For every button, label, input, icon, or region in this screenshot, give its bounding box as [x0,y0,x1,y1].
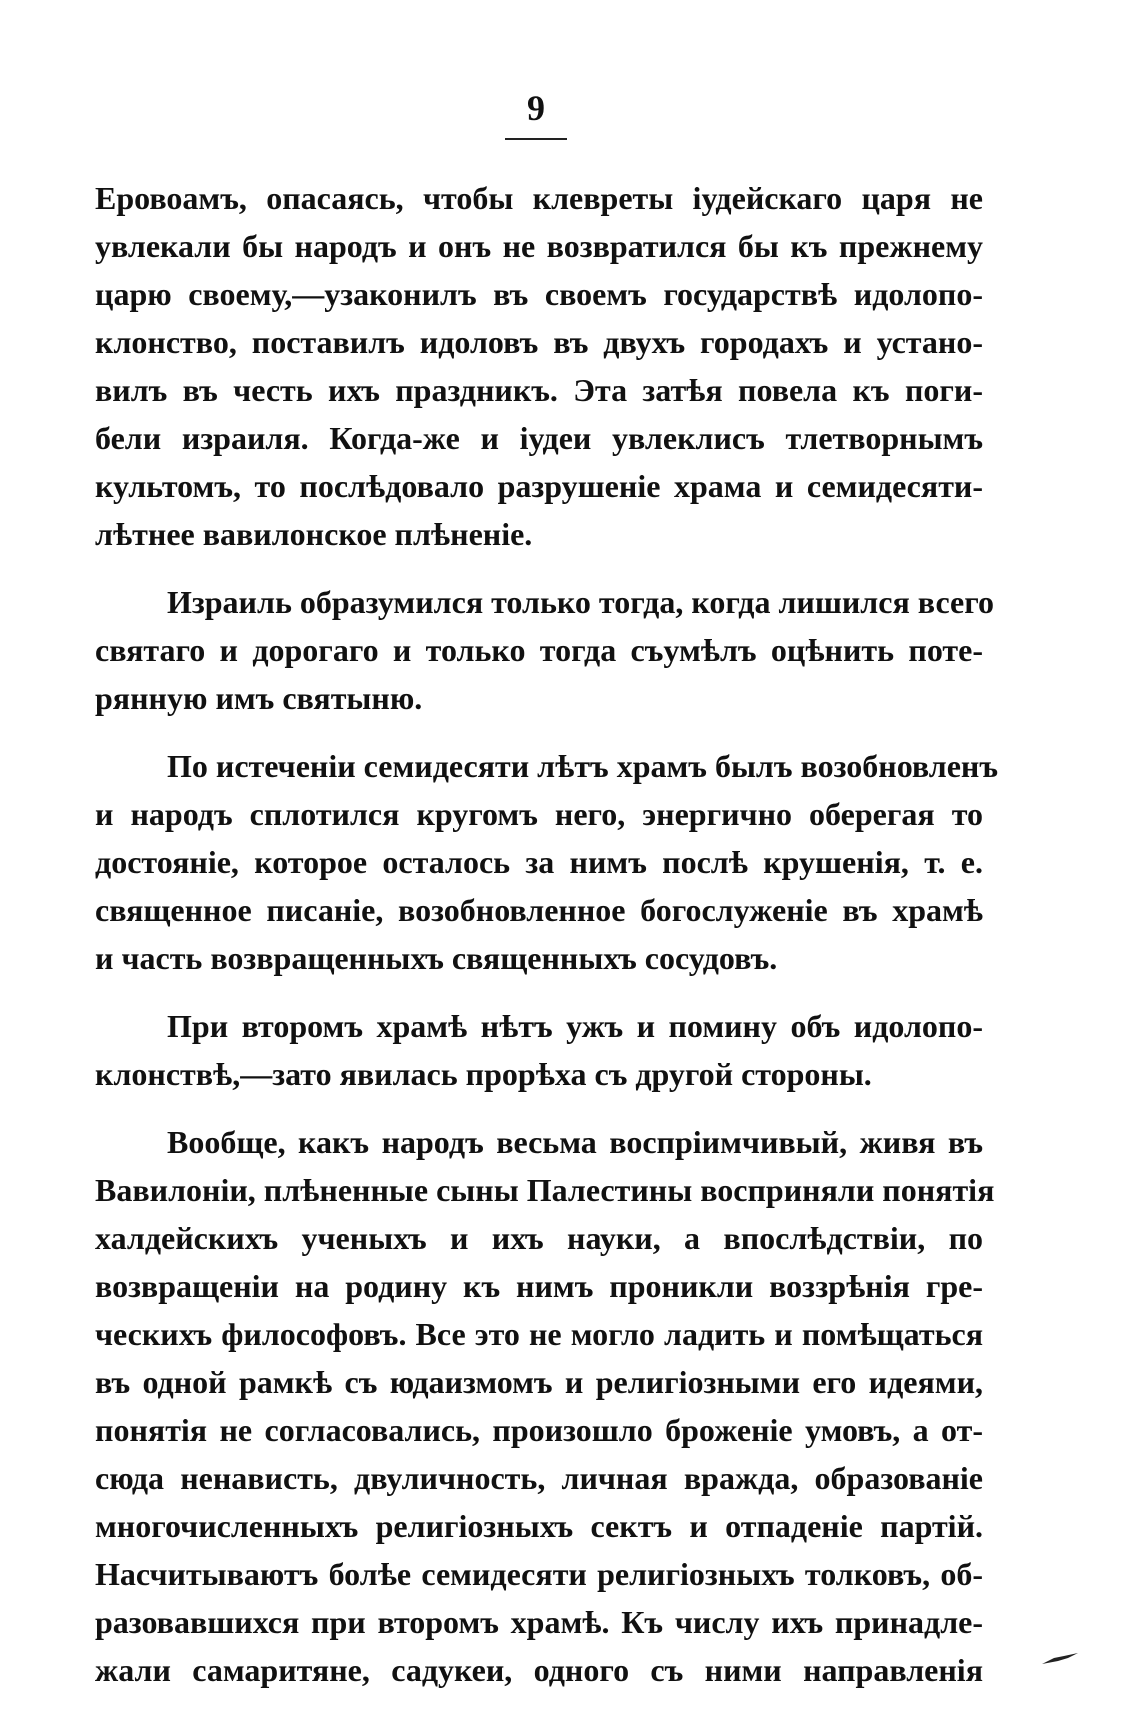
text-line: жали самаритяне, садукеи, одного съ ними направленія [95,1652,983,1688]
page-number-underline [505,138,567,140]
text-line: возвращеніи на родину къ нимъ проникли воззрѣнія гре- [95,1268,983,1304]
paragraph-gap [95,982,983,1002]
text-line: Еровоамъ, опасаясь, чтобы клевреты іудейскаго царя не [95,180,983,216]
paragraph-gap [95,558,983,578]
text-line: Вообще, какъ народъ весьма воспріимчивый, живя въ [167,1124,983,1160]
text-line: лѣтнее вавилонское плѣненіе. [95,516,533,552]
text-line: царю своему,—узаконилъ въ своемъ государствѣ идолопо- [95,276,983,312]
text-line: сюда ненависть, двуличность, личная вражда, образованіе [95,1460,983,1496]
text-line: разовавшихся при второмъ храмѣ. Къ числу ихъ принадле- [95,1604,983,1640]
paragraph-1 [95,174,983,558]
text-line: бели израиля. Когда-же и іудеи увлеклисъ тлетворнымъ [95,420,983,456]
paragraph-4 [95,1002,983,1098]
text-line: культомъ, то послѣдовало разрушеніе храма и семидесяти- [95,468,983,504]
text-line: и часть возвращенныхъ священныхъ сосудовъ. [95,940,778,976]
page-number: 9 [527,88,545,128]
text-line: клонствѣ,—зато явилась прорѣха съ другой стороны. [95,1056,872,1092]
text-line: понятія не согласовались, произошло броженіе умовъ, а от- [95,1412,983,1448]
text-line: халдейскихъ ученыхъ и ихъ науки, а впослѣдствіи, по [95,1220,983,1256]
text-line: священное писаніе, возобновленное богослуженіе въ храмѣ [95,892,983,928]
paragraph-gap [95,722,983,742]
text-line: клонство, поставилъ идоловъ въ двухъ городахъ и устано- [95,324,983,360]
text-line: При второмъ храмѣ нѣтъ ужъ и помину объ идолопо- [167,1008,983,1044]
text-line: рянную имъ святыню. [95,680,423,716]
ink-mark-icon [1040,1652,1080,1666]
text-line: По истеченіи семидесяти лѣтъ храмъ былъ возобновленъ [167,748,999,784]
text-line: достояніе, которое осталось за нимъ послѣ крушенія, т. е. [95,844,983,880]
text-line: Вавилоніи, плѣненные сыны Палестины восприняли понятія [95,1172,995,1208]
text-line: Насчитываютъ болѣе семидесяти религіозныхъ толковъ, об- [95,1556,983,1592]
text-line: Израиль образумился только тогда, когда лишился всего [167,584,994,620]
text-line: увлекали бы народъ и онъ не возвратился бы къ прежнему [95,228,983,264]
text-line: святаго и дорогаго и только тогда съумѣлъ оцѣнить поте- [95,632,983,668]
page-text [95,174,999,1694]
text-line: въ одной рамкѣ съ юдаизмомъ и религіозными его идеями, [95,1364,983,1400]
paragraph-5 [95,1118,995,1694]
text-line: ческихъ философовъ. Все это не могло ладить и помѣщаться [95,1316,983,1352]
paragraph-gap [95,1098,983,1118]
text-line: вилъ въ честь ихъ праздникъ. Эта затѣя повела къ поги- [95,372,983,408]
paragraph-2 [95,578,994,722]
text-line: многочисленныхъ религіозныхъ сектъ и отпаденіе партій. [95,1508,983,1544]
text-line: и народъ сплотился кругомъ него, энергично оберегая то [95,796,983,832]
paragraph-3 [95,742,999,982]
